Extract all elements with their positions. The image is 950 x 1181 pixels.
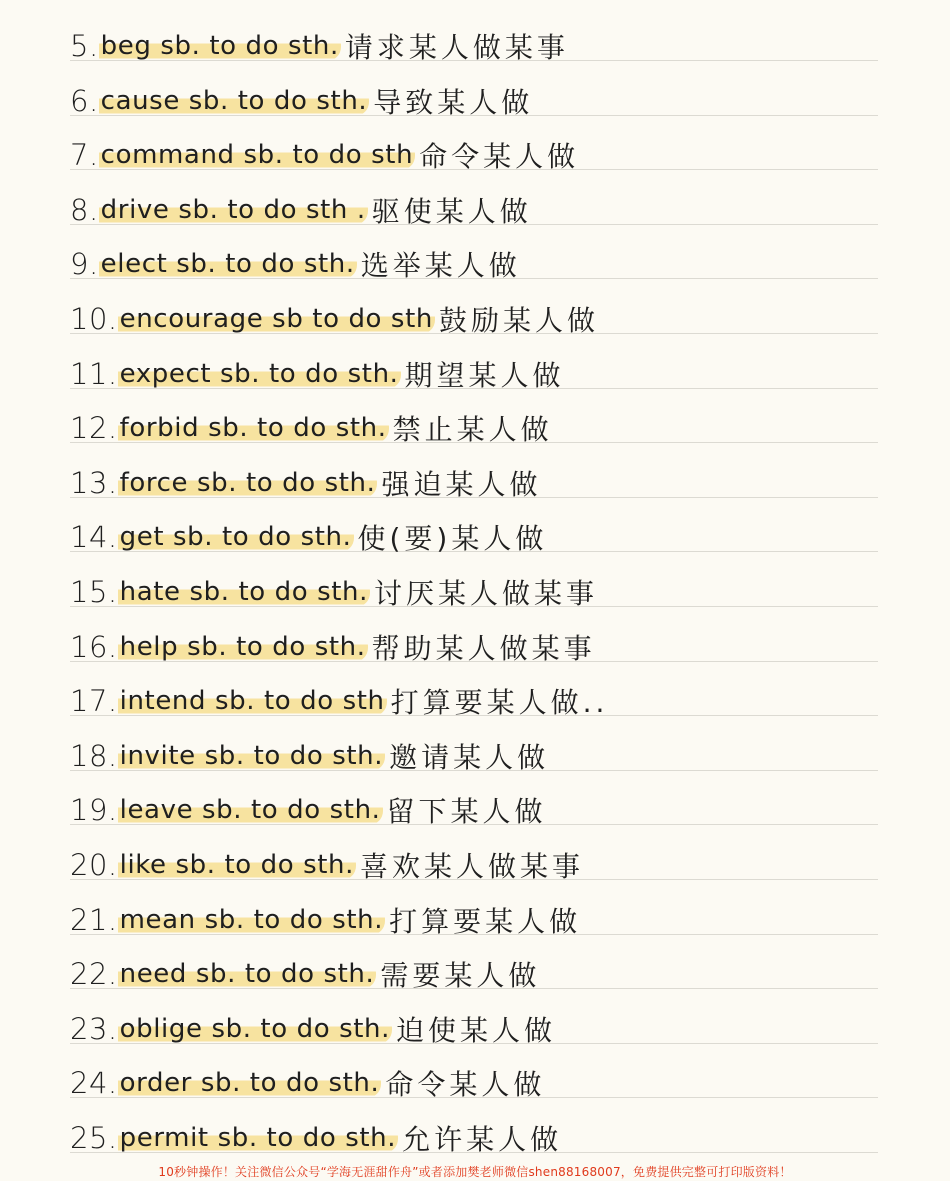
phrase-entry [70,24,569,68]
entry-english-phrase: cause sb. to do sth. [100,85,368,116]
entry-chinese-meaning: 喜欢某人做某事 [359,850,584,883]
entry-english-phrase: hate sb. to do sth. [119,577,368,607]
phrase-entry [70,79,533,123]
phrase-entry [70,788,547,832]
phrase-entry [70,297,599,341]
entry-english-phrase: need sb. to do sth. [119,959,375,990]
phrase-entry [70,515,547,559]
entry-number: 25. [70,1121,118,1155]
entry-number: 11. [70,356,118,391]
entry-english-phrase: command sb. to do sth [100,140,414,171]
entry-number: 23. [70,1011,118,1046]
phrase-entry [70,734,549,778]
entry-english-phrase: leave sb. to do sth. [119,795,381,826]
phrase-entry [70,461,541,505]
entry-english-phrase: force sb. to do sth. [119,467,376,498]
entry-number: 18. [70,738,118,773]
entry-number: 14. [70,520,118,555]
entry-number: 5. [70,29,99,63]
entry-number: 15. [70,575,118,609]
entry-chinese-meaning: 驱使某人做 [371,194,532,228]
entry-chinese-meaning: 选举某人做 [360,249,521,283]
entry-chinese-meaning: 迫使某人做 [395,1013,556,1047]
entry-number: 19. [70,793,118,828]
entry-english-phrase: invite sb. to do sth. [119,740,384,771]
entry-chinese-meaning: 需要某人做 [380,959,541,993]
entry-number: 20. [70,848,118,882]
entry-number: 9. [70,247,99,282]
entry-english-phrase: intend sb. to do sth [119,686,385,717]
phrase-entry [70,570,598,614]
phrase-entry [70,188,532,232]
phrase-entry [70,242,521,286]
phrase-entry [70,679,608,723]
entry-english-phrase: elect sb. to do sth. [100,249,355,280]
entry-chinese-meaning: 导致某人做 [373,85,534,119]
entry-number: 7. [70,138,99,173]
phrase-entry [70,843,584,887]
phrase-entry [70,898,581,942]
phrase-entry [70,625,596,669]
entry-english-phrase: expect sb. to do sth. [119,358,399,389]
entry-english-phrase: mean sb. to do sth. [119,904,384,935]
entry-number: 12. [70,411,118,446]
entry-number: 10. [70,302,118,336]
entry-number: 21. [70,902,118,937]
entry-number: 13. [70,465,118,500]
entry-chinese-meaning: 讨厌某人做某事 [374,577,599,610]
footer-notice: 10秒钟操作！关注微信公众号“学海无涯甜作舟”或者添加樊老师微信shen88168007，免费提供完整可打印版资料！ [158,1165,792,1179]
entry-chinese-meaning: 使(要)某人做 [357,522,548,556]
phrase-entry [70,1007,556,1051]
entry-number: 24. [70,1066,118,1101]
entry-english-phrase: beg sb. to do sth. [100,31,339,61]
phrase-entry [70,406,553,450]
entry-english-phrase: like sb. to do sth. [119,850,354,880]
entry-english-phrase: forbid sb. to do sth. [119,413,387,444]
entry-chinese-meaning: 命令某人做 [385,1068,546,1102]
entry-english-phrase: get sb. to do sth. [119,522,352,553]
entry-chinese-meaning: 允许某人做 [402,1123,563,1156]
entry-english-phrase: order sb. to do sth. [119,1068,380,1099]
phrase-entry [70,133,579,177]
entry-english-phrase: drive sb. to do sth . [100,194,366,225]
phrase-entry [70,1061,545,1105]
phrase-entry [70,352,565,396]
entry-chinese-meaning: 鼓励某人做 [438,304,599,337]
entry-chinese-meaning: 打算要某人做.. [390,686,609,720]
entry-chinese-meaning: 禁止某人做 [392,413,553,447]
entry-chinese-meaning: 邀请某人做 [389,740,550,774]
entry-chinese-meaning: 留下某人做 [386,795,547,829]
phrase-entry [70,952,540,996]
entry-chinese-meaning: 期望某人做 [404,358,565,392]
entry-number: 22. [70,957,118,992]
entry-number: 17. [70,684,118,719]
entry-chinese-meaning: 强迫某人做 [381,467,542,501]
entry-english-phrase: encourage sb to do sth [119,304,433,334]
entry-english-phrase: help sb. to do sth. [119,631,366,662]
entry-number: 16. [70,629,118,664]
entry-chinese-meaning: 命令某人做 [419,140,580,174]
entry-chinese-meaning: 打算要某人做 [389,904,582,938]
entry-english-phrase: oblige sb. to do sth. [119,1013,390,1044]
entry-chinese-meaning: 帮助某人做某事 [371,631,596,665]
entry-number: 6. [70,83,99,118]
phrase-entry [70,1116,562,1160]
entry-chinese-meaning: 请求某人做某事 [344,31,569,64]
entry-english-phrase: permit sb. to do sth. [119,1123,397,1153]
entry-number: 8. [70,192,99,227]
